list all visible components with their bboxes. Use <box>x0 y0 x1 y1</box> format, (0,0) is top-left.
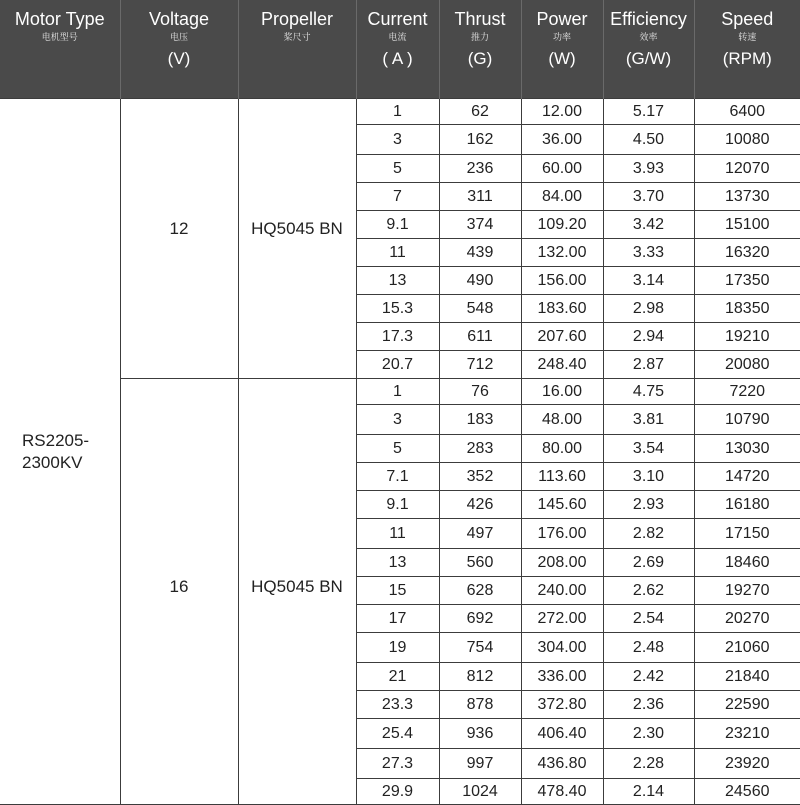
power-cell: 208.00 <box>521 549 603 577</box>
thrust-cell: 311 <box>439 183 521 211</box>
header-efficiency <box>603 0 694 99</box>
speed-cell: 12070 <box>694 155 800 183</box>
speed-cell: 7220 <box>694 379 800 405</box>
current-cell: 19 <box>356 633 439 663</box>
speed-cell: 23920 <box>694 749 800 779</box>
voltage-cell: 16 <box>120 379 238 805</box>
header-label-cn: 电流 <box>357 31 439 43</box>
thrust-cell: 76 <box>439 379 521 405</box>
thrust-cell: 560 <box>439 549 521 577</box>
speed-cell: 10080 <box>694 125 800 155</box>
efficiency-cell: 3.10 <box>603 463 694 491</box>
power-cell: 145.60 <box>521 491 603 519</box>
efficiency-cell: 2.98 <box>603 295 694 323</box>
header-propeller <box>238 0 356 99</box>
power-cell: 48.00 <box>521 405 603 435</box>
thrust-cell: 162 <box>439 125 521 155</box>
speed-cell: 20080 <box>694 351 800 379</box>
speed-cell: 22590 <box>694 691 800 719</box>
efficiency-cell: 3.54 <box>603 435 694 463</box>
header-label: Propeller <box>239 9 356 29</box>
current-cell: 21 <box>356 663 439 691</box>
header-label: Power <box>522 9 603 29</box>
thrust-cell: 878 <box>439 691 521 719</box>
header-label: Efficiency <box>604 9 694 29</box>
thrust-cell: 548 <box>439 295 521 323</box>
power-cell: 12.00 <box>521 99 603 125</box>
speed-cell: 19210 <box>694 323 800 351</box>
power-cell: 132.00 <box>521 239 603 267</box>
current-cell: 5 <box>356 435 439 463</box>
current-cell: 17.3 <box>356 323 439 351</box>
speed-cell: 13030 <box>694 435 800 463</box>
current-cell: 1 <box>356 99 439 125</box>
speed-cell: 13730 <box>694 183 800 211</box>
thrust-cell: 812 <box>439 663 521 691</box>
header-row <box>0 0 800 99</box>
header-label-cn: 桨尺寸 <box>239 31 356 43</box>
power-cell: 272.00 <box>521 605 603 633</box>
table-row <box>0 99 800 125</box>
current-cell: 7 <box>356 183 439 211</box>
header-label: Speed <box>695 9 800 29</box>
efficiency-cell: 2.94 <box>603 323 694 351</box>
efficiency-cell: 3.70 <box>603 183 694 211</box>
efficiency-cell: 2.28 <box>603 749 694 779</box>
current-cell: 11 <box>356 519 439 549</box>
header-voltage <box>120 0 238 99</box>
speed-cell: 24560 <box>694 779 800 805</box>
speed-cell: 20270 <box>694 605 800 633</box>
header-unit: (V) <box>121 49 238 69</box>
speed-cell: 19270 <box>694 577 800 605</box>
speed-cell: 16320 <box>694 239 800 267</box>
voltage-cell: 12 <box>120 99 238 379</box>
power-cell: 84.00 <box>521 183 603 211</box>
thrust-cell: 283 <box>439 435 521 463</box>
thrust-cell: 1024 <box>439 779 521 805</box>
current-cell: 3 <box>356 405 439 435</box>
header-unit: (RPM) <box>695 49 800 69</box>
propeller-cell: HQ5045 BN <box>238 99 356 379</box>
header-label: Voltage <box>121 9 238 29</box>
efficiency-cell: 3.33 <box>603 239 694 267</box>
table-body <box>0 99 800 805</box>
speed-cell: 16180 <box>694 491 800 519</box>
power-cell: 113.60 <box>521 463 603 491</box>
speed-cell: 15100 <box>694 211 800 239</box>
current-cell: 23.3 <box>356 691 439 719</box>
speed-cell: 18460 <box>694 549 800 577</box>
speed-cell: 6400 <box>694 99 800 125</box>
current-cell: 27.3 <box>356 749 439 779</box>
current-cell: 13 <box>356 267 439 295</box>
header-label: Thrust <box>440 9 521 29</box>
efficiency-cell: 5.17 <box>603 99 694 125</box>
efficiency-cell: 2.36 <box>603 691 694 719</box>
power-cell: 207.60 <box>521 323 603 351</box>
efficiency-cell: 2.30 <box>603 719 694 749</box>
thrust-cell: 236 <box>439 155 521 183</box>
header-thrust <box>439 0 521 99</box>
efficiency-cell: 3.42 <box>603 211 694 239</box>
thrust-cell: 374 <box>439 211 521 239</box>
power-cell: 478.40 <box>521 779 603 805</box>
thrust-cell: 497 <box>439 519 521 549</box>
efficiency-cell: 3.93 <box>603 155 694 183</box>
efficiency-cell: 3.81 <box>603 405 694 435</box>
motor-type-cell: RS2205-2300KV <box>0 99 120 805</box>
thrust-cell: 490 <box>439 267 521 295</box>
power-cell: 156.00 <box>521 267 603 295</box>
power-cell: 183.60 <box>521 295 603 323</box>
efficiency-cell: 2.62 <box>603 577 694 605</box>
efficiency-cell: 4.75 <box>603 379 694 405</box>
header-unit: (G/W) <box>604 49 694 69</box>
table-row <box>0 379 800 405</box>
efficiency-cell: 2.69 <box>603 549 694 577</box>
power-cell: 109.20 <box>521 211 603 239</box>
thrust-cell: 183 <box>439 405 521 435</box>
thrust-cell: 754 <box>439 633 521 663</box>
thrust-cell: 62 <box>439 99 521 125</box>
power-cell: 436.80 <box>521 749 603 779</box>
current-cell: 17 <box>356 605 439 633</box>
header-unit: ( A ) <box>357 49 439 69</box>
header-label-cn: 电压 <box>121 31 238 43</box>
efficiency-cell: 2.14 <box>603 779 694 805</box>
header-label-cn: 电机型号 <box>0 31 120 43</box>
power-cell: 16.00 <box>521 379 603 405</box>
efficiency-cell: 2.87 <box>603 351 694 379</box>
thrust-cell: 997 <box>439 749 521 779</box>
header-power <box>521 0 603 99</box>
thrust-cell: 352 <box>439 463 521 491</box>
efficiency-cell: 4.50 <box>603 125 694 155</box>
current-cell: 20.7 <box>356 351 439 379</box>
power-cell: 304.00 <box>521 633 603 663</box>
header-current <box>356 0 439 99</box>
power-cell: 406.40 <box>521 719 603 749</box>
power-cell: 176.00 <box>521 519 603 549</box>
header-label-cn: 效率 <box>604 31 694 43</box>
speed-cell: 17150 <box>694 519 800 549</box>
thrust-cell: 692 <box>439 605 521 633</box>
speed-cell: 14720 <box>694 463 800 491</box>
current-cell: 9.1 <box>356 491 439 519</box>
speed-cell: 23210 <box>694 719 800 749</box>
header-motor-type <box>0 0 120 99</box>
thrust-cell: 439 <box>439 239 521 267</box>
thrust-cell: 628 <box>439 577 521 605</box>
speed-cell: 21840 <box>694 663 800 691</box>
current-cell: 25.4 <box>356 719 439 749</box>
header-label: Motor Type <box>0 9 120 29</box>
power-cell: 248.40 <box>521 351 603 379</box>
header-label-cn: 功率 <box>522 31 603 43</box>
current-cell: 29.9 <box>356 779 439 805</box>
thrust-cell: 712 <box>439 351 521 379</box>
header-unit: (W) <box>522 49 603 69</box>
current-cell: 3 <box>356 125 439 155</box>
power-cell: 36.00 <box>521 125 603 155</box>
speed-cell: 21060 <box>694 633 800 663</box>
thrust-cell: 611 <box>439 323 521 351</box>
propeller-cell: HQ5045 BN <box>238 379 356 805</box>
thrust-cell: 426 <box>439 491 521 519</box>
header-label-cn: 推力 <box>440 31 521 43</box>
header-label-cn: 转速 <box>695 31 800 43</box>
speed-cell: 18350 <box>694 295 800 323</box>
current-cell: 11 <box>356 239 439 267</box>
efficiency-cell: 2.93 <box>603 491 694 519</box>
power-cell: 80.00 <box>521 435 603 463</box>
current-cell: 7.1 <box>356 463 439 491</box>
header-speed <box>694 0 800 99</box>
speed-cell: 17350 <box>694 267 800 295</box>
current-cell: 1 <box>356 379 439 405</box>
efficiency-cell: 3.14 <box>603 267 694 295</box>
current-cell: 13 <box>356 549 439 577</box>
power-cell: 60.00 <box>521 155 603 183</box>
thrust-cell: 936 <box>439 719 521 749</box>
current-cell: 15.3 <box>356 295 439 323</box>
header-unit: (G) <box>440 49 521 69</box>
power-cell: 240.00 <box>521 577 603 605</box>
efficiency-cell: 2.54 <box>603 605 694 633</box>
speed-cell: 10790 <box>694 405 800 435</box>
efficiency-cell: 2.48 <box>603 633 694 663</box>
efficiency-cell: 2.82 <box>603 519 694 549</box>
power-cell: 372.80 <box>521 691 603 719</box>
power-cell: 336.00 <box>521 663 603 691</box>
efficiency-cell: 2.42 <box>603 663 694 691</box>
current-cell: 9.1 <box>356 211 439 239</box>
header-label: Current <box>357 9 439 29</box>
current-cell: 15 <box>356 577 439 605</box>
current-cell: 5 <box>356 155 439 183</box>
